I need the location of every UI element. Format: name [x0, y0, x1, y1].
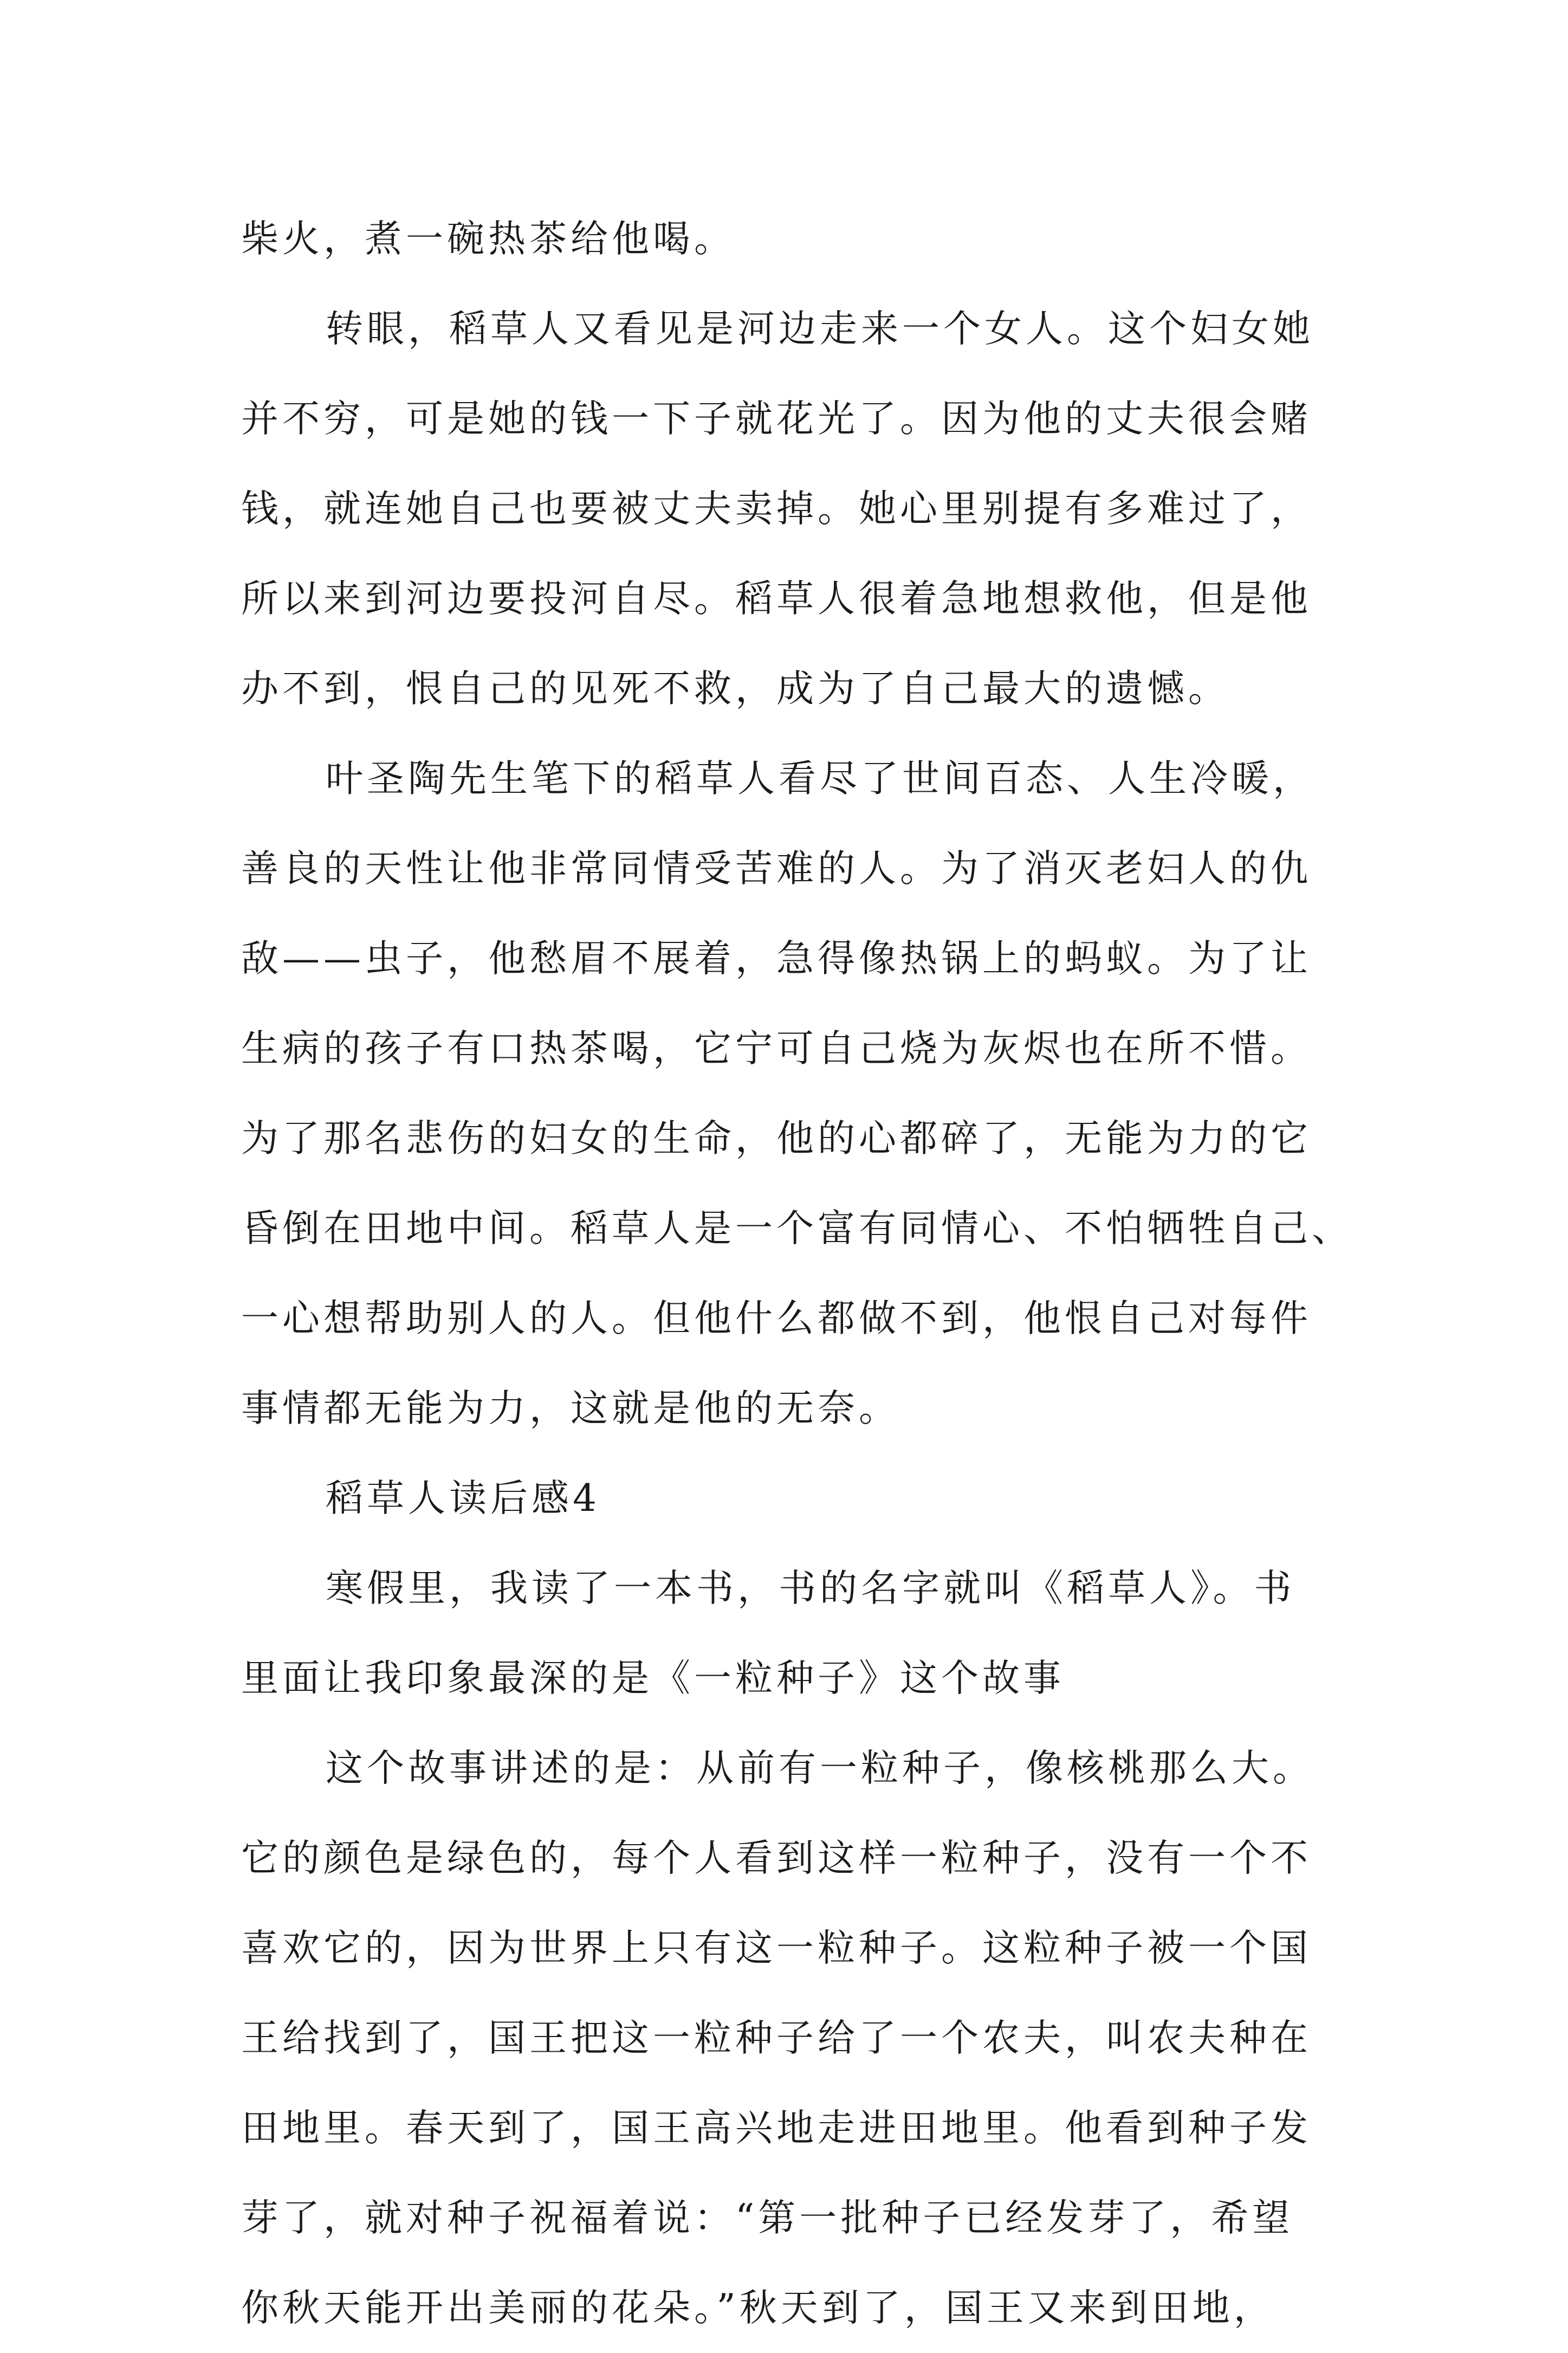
text-line: 善良的天性让他非常同情受苦难的人。为了消灭老妇人的仇	[241, 847, 1312, 890]
text-line: 芽了，就对种子祝福着说：“第一批种子已经发芽了，希望	[241, 2196, 1294, 2240]
text-line: 所以来到河边要投河自尽。稻草人很着急地想救他，但是他	[241, 577, 1312, 620]
text-line: 为了那名悲伤的妇女的生命，他的心都碎了，无能为力的它	[241, 1117, 1312, 1160]
text-line: 昏倒在田地中间。稻草人是一个富有同情心、不怕牺牲自己、	[241, 1207, 1353, 1250]
text-line: 喜欢它的，因为世界上只有这一粒种子。这粒种子被一个国	[241, 1927, 1312, 1970]
text-line: 这个故事讲述的是：从前有一粒种子，像核桃那么大。	[326, 1747, 1314, 1790]
text-line: 叶圣陶先生笔下的稻草人看尽了世间百态、人生冷暖，	[326, 757, 1314, 800]
text-line: 它的颜色是绿色的，每个人看到这样一粒种子，没有一个不	[241, 1837, 1312, 1880]
text-line: 柴火，煮一碗热茶给他喝。	[241, 217, 735, 261]
text-line: 钱，就连她自己也要被丈夫卖掉。她心里别提有多难过了，	[241, 487, 1312, 531]
section-heading: 稻草人读后感4	[326, 1477, 600, 1520]
text-line: 里面让我印象最深的是《一粒种子》这个故事	[241, 1657, 1065, 1700]
text-line: 寒假里，我读了一本书，书的名字就叫《稻草人》。书	[326, 1567, 1295, 1610]
text-line: 田地里。春天到了，国王高兴地走进田地里。他看到种子发	[241, 2106, 1312, 2150]
text-line: 转眼，稻草人又看见是河边走来一个女人。这个妇女她	[326, 307, 1314, 351]
text-line: 事情都无能为力，这就是他的无奈。	[241, 1387, 900, 1430]
text-line: 一心想帮助别人的人。但他什么都做不到，他恨自己对每件	[241, 1297, 1312, 1340]
text-line: 你秋天能开出美丽的花朵。”秋天到了，国王又来到田地，	[241, 2286, 1275, 2330]
body-text	[241, 194, 1357, 2353]
text-line: 王给找到了，国王把这一粒种子给了一个农夫，叫农夫种在	[241, 2016, 1312, 2060]
text-line: 敌——虫子，他愁眉不展着，急得像热锅上的蚂蚁。为了让	[241, 937, 1312, 980]
text-line: 生病的孩子有口热茶喝，它宁可自己烧为灰烬也在所不惜。	[241, 1027, 1312, 1070]
text-line: 并不穷，可是她的钱一下子就花光了。因为他的丈夫很会赌	[241, 397, 1312, 441]
text-line: 办不到，恨自己的见死不救，成为了自己最大的遗憾。	[241, 667, 1229, 710]
